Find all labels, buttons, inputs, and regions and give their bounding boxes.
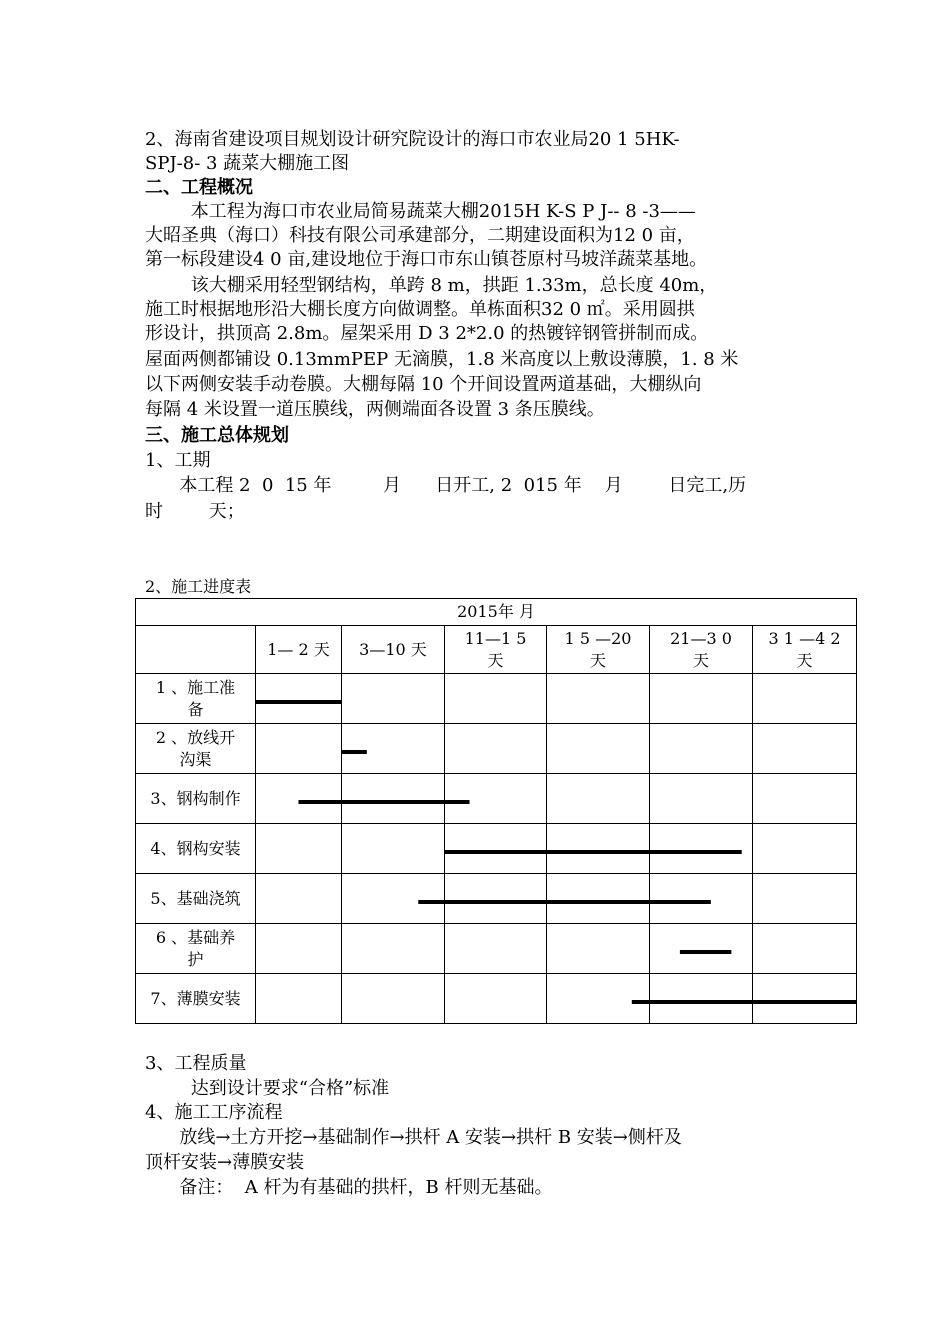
- task-name: 7、薄膜安装: [136, 974, 256, 1024]
- paragraph-line: 以下两侧安装手动卷膜。大棚每隔 10 个开间设置两道基础，大棚纵向: [145, 374, 702, 395]
- schedule-table: [135, 598, 857, 1024]
- paragraph-line: 屋面两侧都铺设 0.13mmPEP 无滴膜，1.8 米高度以上敷设薄膜，1. 8 米: [145, 349, 739, 370]
- quality-line: 达到设计要求“合格”标准: [145, 1078, 390, 1099]
- process-line-2: 顶杆安装→薄膜安装: [145, 1152, 305, 1173]
- column-header: 21—3 0 天: [650, 626, 753, 674]
- subheading-process: 4、施工工序流程: [145, 1102, 283, 1123]
- reference-line-1: 2、海南省建设项目规划设计研究院设计的海口市农业局20 1 5HK-: [145, 129, 680, 150]
- task-name: 6 、基础养 护: [136, 924, 256, 974]
- column-header: 11—1 5 天: [445, 626, 547, 674]
- task-name: 3、钢构制作: [136, 774, 256, 824]
- section-heading-overview: 二、工程概况: [145, 177, 253, 198]
- duration-line-2: 时 天；: [145, 501, 245, 522]
- paragraph-line: 该大棚采用轻型钢结构，单跨 8 m，拱距 1.33m，总长度 40m，: [145, 275, 718, 296]
- header-blank-cell: [136, 626, 256, 674]
- paragraph-line: 第一标段建设4 0 亩,建设地位于海口市东山镇苍原村马坡洋蔬菜基地。: [145, 249, 708, 270]
- task-name: 2 、放线开 沟渠: [136, 724, 256, 774]
- subheading-quality: 3、工程质量: [145, 1053, 247, 1074]
- paragraph-line: 大昭圣典（海口）科技有限公司承建部分，二期建设面积为12 0 亩，: [145, 225, 695, 246]
- paragraph-line: 施工时根据地形沿大棚长度方向做调整。单栋面积32 0 ㎡。采用圆拱: [145, 299, 695, 320]
- reference-line-2: SPJ-8- 3 蔬菜大棚施工图: [145, 153, 350, 174]
- duration-line-1: 本工程 2 0 15 年 月 日开工, 2 015 年 月 日完工,历: [145, 475, 747, 496]
- column-header: 3 1 —4 2 天: [753, 626, 857, 674]
- paragraph-line: 每隔 4 米设置一道压膜线，两侧端面各设置 3 条压膜线。: [145, 399, 605, 420]
- column-header: 3—10 天: [342, 626, 445, 674]
- subheading-duration: 1、工期: [145, 450, 211, 471]
- schedule-caption: 2、施工进度表: [145, 577, 252, 596]
- task-name: 4、钢构安装: [136, 824, 256, 874]
- process-line-1: 放线→土方开挖→基础制作→拱杆 A 安装→拱杆 B 安装→侧杆及: [145, 1127, 682, 1148]
- column-header: 1 5 —20 天: [547, 626, 650, 674]
- schedule-title: 2015年 月: [136, 599, 857, 626]
- note-line: 备注： A 杆为有基础的拱杆，B 杆则无基础。: [145, 1177, 553, 1198]
- paragraph-line: 形设计，拱顶高 2.8m。屋架采用 D 3 2*2.0 的热镀锌钢管拼制而成。: [145, 323, 709, 344]
- section-heading-planning: 三、施工总体规划: [145, 425, 289, 446]
- column-header: 1— 2 天: [256, 626, 342, 674]
- paragraph-line: 本工程为海口市农业局简易蔬菜大棚2015H K-S P J-- 8 -3——: [145, 201, 696, 222]
- task-name: 1 、施工准 备: [136, 674, 256, 724]
- task-name: 5、基础浇筑: [136, 874, 256, 924]
